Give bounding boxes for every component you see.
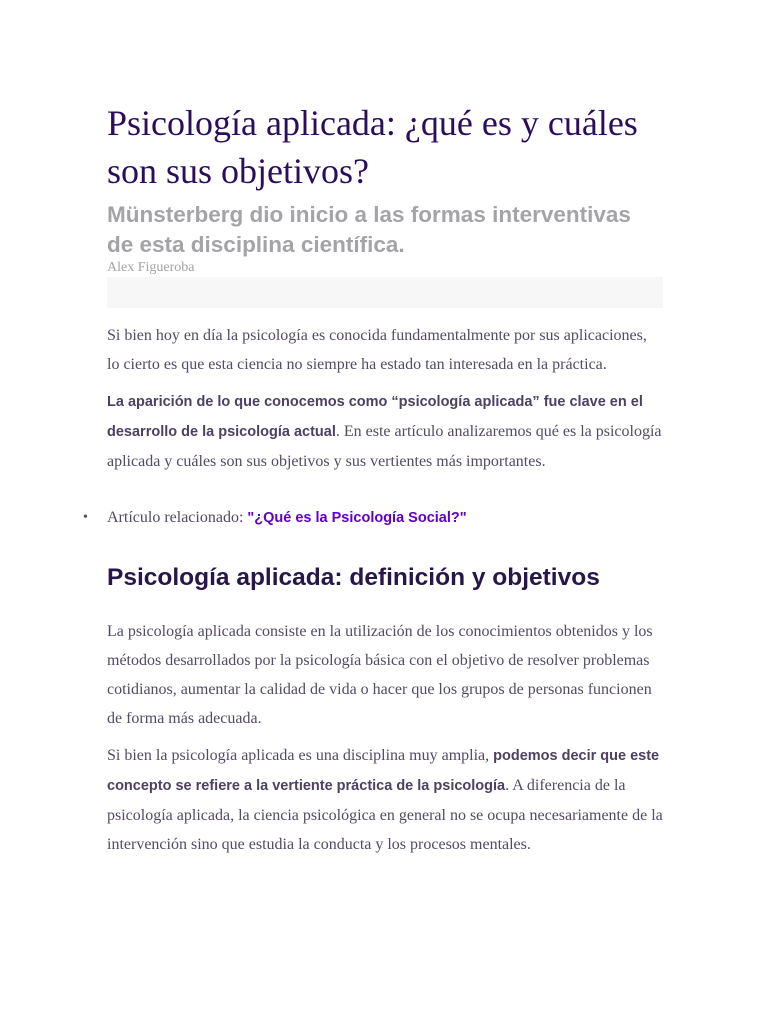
emphasis-text: podemos decir que este concepto se refiere a la vertiente práctica de la psicología <box>107 748 660 794</box>
author-name: Alex Figueroba <box>107 260 195 275</box>
paragraph-text: . A diferencia de la psicología aplicada, la ciencia psicológica en general no se ocupa necesariamente de la intervención sino que estudia la conducta y los procesos mentales. <box>107 777 663 853</box>
article <box>83 99 663 859</box>
related-article-item <box>83 503 663 533</box>
bullet-icon: • <box>83 510 88 525</box>
paragraph-text: . En este artículo analizaremos qué es la psicología aplicada y cuáles son sus objetivos y sus vertientes más importantes. <box>107 423 662 470</box>
article-title: Psicología aplicada: ¿qué es y cuáles son sus objetivos? <box>107 103 638 191</box>
emphasis-text: La aparición de lo que conocemos como “psicología aplicada” fue clave en el desarrollo de la psicología actual <box>107 394 643 440</box>
paragraph-intro: Si bien hoy en día la psicología es conocida fundamentalmente por sus aplicaciones, lo cierto es que esta ciencia no siempre ha estado tan interesada en la práctica. <box>107 327 647 373</box>
paragraph-emergence <box>107 387 663 476</box>
author-meta-bar <box>107 277 663 308</box>
article-subtitle: Münsterberg dio inicio a las formas interventivas de esta disciplina científica. <box>107 202 631 257</box>
related-article-link[interactable]: "¿Qué es la Psicología Social?" <box>247 510 467 526</box>
paragraph-text: Si bien la psicología aplicada es una disciplina muy amplia, <box>107 747 494 764</box>
paragraph-definition: La psicología aplicada consiste en la utilización de los conocimientos obtenidos y los métodos desarrollados por la psicología básica con el objetivo de resolver problemas cotidianos, aumentar la calidad de vida o hacer que los grupos de personas funcionen de forma más adecuada. <box>107 623 653 727</box>
section-heading: Psicología aplicada: definición y objetivos <box>107 564 600 591</box>
paragraph-practical <box>107 741 663 859</box>
related-article-prefix: Artículo relacionado: <box>107 509 248 526</box>
